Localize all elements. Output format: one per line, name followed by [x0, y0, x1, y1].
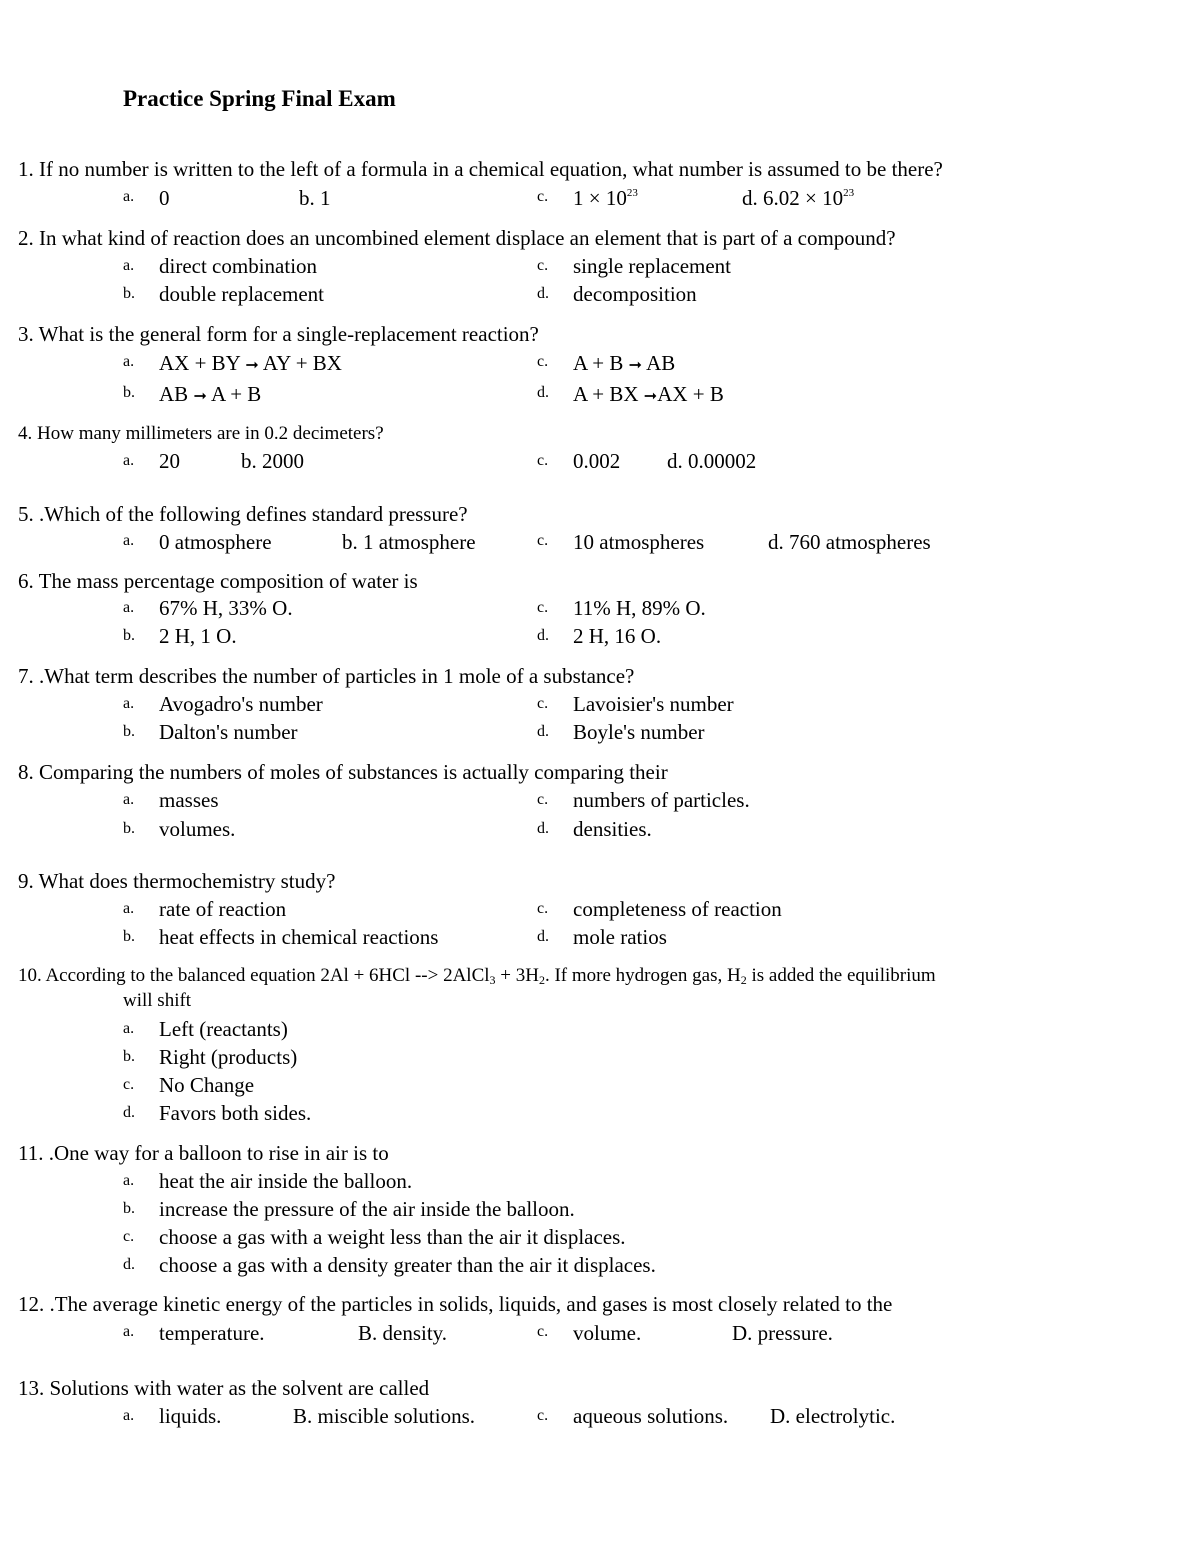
option-b: heat effects in chemical reactions: [159, 925, 439, 949]
option-b: B. density.: [358, 1321, 448, 1345]
question-text: 13. Solutions with water as the solvent are called: [18, 1376, 430, 1400]
option-b: b. 2000: [241, 449, 304, 473]
option-label: c.: [537, 532, 549, 549]
question-text: 2. In what kind of reaction does an uncombined element displace an element that is part of a compound?: [18, 226, 896, 250]
option-label: b.: [123, 723, 135, 740]
option-a: Avogadro's number: [159, 692, 323, 716]
page-title: Practice Spring Final Exam: [123, 86, 396, 111]
option-label: b.: [123, 384, 135, 401]
option-label: a.: [123, 353, 135, 370]
option-b: 2 H, 1 O.: [159, 624, 237, 648]
option-b: Dalton's number: [159, 720, 298, 744]
arrow-icon: ➞: [643, 388, 658, 405]
option-b: double replacement: [159, 282, 325, 306]
option-b: b. 1: [299, 186, 331, 210]
option-d: decomposition: [573, 282, 697, 306]
question-text: 6. The mass percentage composition of water is: [18, 569, 418, 593]
option-label: d.: [537, 627, 549, 644]
option-c: 10 atmospheres: [573, 530, 705, 554]
option-d: Favors both sides.: [159, 1101, 312, 1125]
option-b: AB ➞ A + B: [159, 382, 262, 406]
option-label: a.: [123, 1407, 135, 1424]
option-d: D. pressure.: [732, 1321, 833, 1345]
option-label: a.: [123, 791, 135, 808]
option-c: Lavoisier's number: [573, 692, 734, 716]
option-label: c.: [537, 188, 549, 205]
option-label: c.: [537, 791, 549, 808]
option-c: 11% H, 89% O.: [573, 596, 706, 620]
option-label: a.: [123, 695, 135, 712]
option-label: d.: [537, 285, 549, 302]
option-c: 0.002: [573, 449, 621, 473]
option-label: a.: [123, 257, 135, 274]
option-c: choose a gas with a weight less than the air it displaces.: [159, 1225, 626, 1249]
option-a: temperature.: [159, 1321, 265, 1345]
option-b: increase the pressure of the air inside the balloon.: [159, 1197, 575, 1221]
option-c: single replacement: [573, 254, 732, 278]
option-c: aqueous solutions.: [573, 1404, 729, 1428]
option-d: choose a gas with a density greater than the air it displaces.: [159, 1253, 656, 1277]
option-label: d.: [537, 723, 549, 740]
option-label: a.: [123, 452, 135, 469]
option-d: mole ratios: [573, 925, 667, 949]
option-label: b.: [123, 1200, 135, 1217]
option-b: b. 1 atmosphere: [342, 530, 476, 554]
arrow-icon: ➞: [628, 357, 643, 374]
option-a: 0: [159, 186, 170, 210]
option-a: heat the air inside the balloon.: [159, 1169, 413, 1193]
option-label: c.: [537, 257, 549, 274]
question-text: 7. .What term describes the number of particles in 1 mole of a substance?: [18, 664, 635, 688]
option-label: b.: [123, 627, 135, 644]
option-a: direct combination: [159, 254, 318, 278]
option-label: b.: [123, 1048, 135, 1065]
option-c: $1 \times 10^{23}$: [573, 186, 638, 210]
option-label: a.: [123, 532, 135, 549]
option-label: d.: [537, 928, 549, 945]
option-b: B. miscible solutions.: [293, 1404, 476, 1428]
option-label: c.: [537, 452, 549, 469]
option-a: 20: [159, 449, 180, 473]
option-d: d. 760 atmospheres: [768, 530, 931, 554]
question-text: 8. Comparing the numbers of moles of substances is actually comparing their: [18, 760, 668, 784]
option-c: volume.: [573, 1321, 642, 1345]
option-a: 0 atmosphere: [159, 530, 272, 554]
option-label: c.: [537, 1323, 549, 1340]
option-a: 67% H, 33% O.: [159, 596, 293, 620]
option-b: Right (products): [159, 1045, 298, 1069]
option-label: c.: [537, 695, 549, 712]
option-label: d.: [123, 1256, 135, 1273]
option-c: completeness of reaction: [573, 897, 782, 921]
option-c: A + B ➞ AB: [573, 351, 676, 375]
option-label: c.: [537, 900, 549, 917]
arrow-icon: ➞: [193, 388, 207, 405]
option-d: D. electrolytic.: [770, 1404, 896, 1428]
option-a: Left (reactants): [159, 1017, 288, 1041]
option-label: c.: [123, 1076, 135, 1093]
option-label: c.: [123, 1228, 135, 1245]
option-label: a.: [123, 188, 135, 205]
option-label: b.: [123, 820, 135, 837]
option-label: b.: [123, 285, 135, 302]
option-d: d. 0.00002: [667, 449, 757, 473]
option-d: Boyle's number: [573, 720, 705, 744]
option-d: densities.: [573, 817, 652, 841]
option-c: No Change: [159, 1073, 255, 1097]
option-label: a.: [123, 900, 135, 917]
option-a: liquids.: [159, 1404, 222, 1428]
option-d: d. $6.02 \times 10^{23}$: [742, 186, 855, 210]
option-label: d.: [123, 1104, 135, 1121]
question-text: 5. .Which of the following defines standard pressure?: [18, 502, 468, 526]
question-text: 1. If no number is written to the left of a formula in a chemical equation, what number is assumed to be there?: [18, 157, 943, 181]
option-label: d.: [537, 384, 549, 401]
option-label: c.: [537, 1407, 549, 1424]
option-label: c.: [537, 353, 549, 370]
option-d: A + BX ➞AX + B: [573, 382, 724, 406]
question-text-continued: will shift: [123, 990, 192, 1011]
option-a: rate of reaction: [159, 897, 287, 921]
option-label: b.: [123, 928, 135, 945]
option-a: masses: [159, 788, 219, 812]
option-label: d.: [537, 820, 549, 837]
option-label: a.: [123, 599, 135, 616]
option-label: a.: [123, 1020, 135, 1037]
option-c: numbers of particles.: [573, 788, 750, 812]
option-a: AX + BY ➞ AY + BX: [159, 351, 342, 375]
option-d: 2 H, 16 O.: [573, 624, 662, 648]
question-text: 4. How many millimeters are in 0.2 decimeters?: [18, 423, 384, 444]
question-text: 10. According to the balanced equation 2Al + 6HCl --> 2AlCl$_3$ + $3H_2$. If more hydrogen gas, $H_2$ is added the equilibrium: [18, 965, 936, 987]
arrow-icon: ➞: [245, 357, 259, 374]
option-b: volumes.: [159, 817, 236, 841]
question-text: 11. .One way for a balloon to rise in air is to: [18, 1141, 389, 1165]
question-text: 3. What is the general form for a single-replacement reaction?: [18, 322, 539, 346]
question-text: 12. .The average kinetic energy of the particles in solids, liquids, and gases is most closely related to the: [18, 1292, 893, 1316]
option-label: a.: [123, 1323, 135, 1340]
question-text: 9. What does thermochemistry study?: [18, 869, 336, 893]
option-label: a.: [123, 1172, 135, 1189]
option-label: c.: [537, 599, 549, 616]
